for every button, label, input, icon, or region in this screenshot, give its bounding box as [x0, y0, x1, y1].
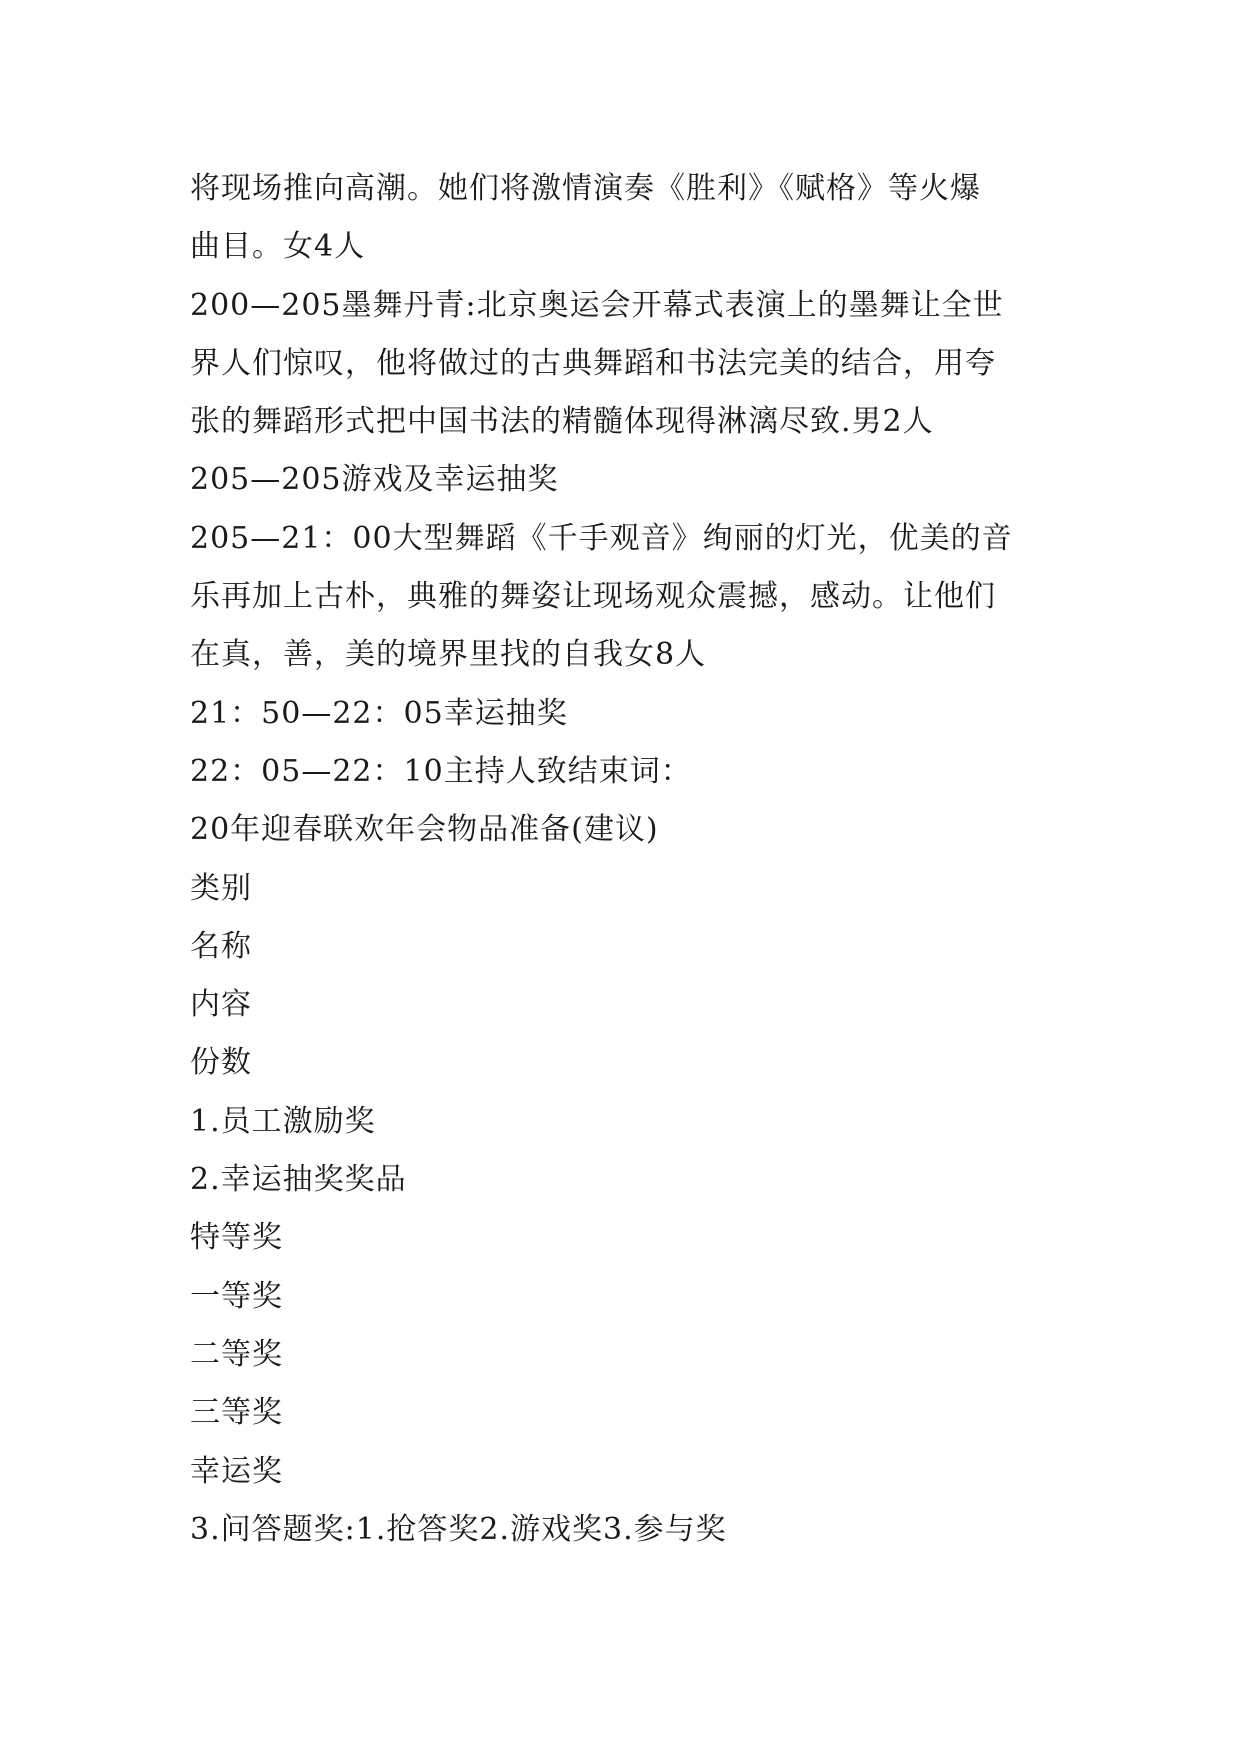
list-item: 二等奖: [190, 1336, 283, 1372]
text-line: 22：05—22：10主持人致结束词：: [190, 753, 692, 789]
text-line: 曲目。女4人: [190, 229, 366, 265]
list-item: 1.员工激励奖: [190, 1103, 376, 1139]
list-item: 一等奖: [190, 1278, 283, 1314]
section-heading: 20年迎春联欢年会物品准备(建议): [190, 812, 659, 848]
table-header-content: 内容: [190, 987, 252, 1023]
text-line: 21：50—22：05幸运抽奖: [190, 695, 568, 731]
text-line: 205—205游戏及幸运抽奖: [190, 462, 559, 498]
table-header-count: 份数: [190, 1045, 252, 1081]
list-item: 特等奖: [190, 1220, 283, 1256]
text-line: 张的舞蹈形式把中国书法的精髓体现得淋漓尽致.男2人: [190, 404, 934, 440]
list-item: 幸运奖: [190, 1453, 283, 1489]
list-item: 3.问答题奖:1.抢答奖2.游戏奖3.参与奖: [190, 1511, 727, 1547]
text-line: 界人们惊叹，他将做过的古典舞蹈和书法完美的结合，用夸: [190, 345, 996, 381]
text-line: 在真，善，美的境界里找的自我女8人: [190, 637, 707, 673]
table-header-name: 名称: [190, 928, 252, 964]
list-item: 三等奖: [190, 1395, 283, 1431]
text-line: 将现场推向高潮。她们将激情演奏《胜利》《赋格》等火爆: [190, 171, 981, 206]
text-line: 200—205墨舞丹青:北京奥运会开幕式表演上的墨舞让全世: [190, 287, 1004, 323]
list-item: 2.幸运抽奖奖品: [190, 1162, 407, 1198]
text-line: 205—21：00大型舞蹈《千手观音》绚丽的灯光，优美的音: [190, 520, 1013, 556]
document-body: [190, 160, 1060, 1559]
text-line: 乐再加上古朴，典雅的舞姿让现场观众震撼，感动。让他们: [190, 579, 996, 615]
table-header-category: 类别: [190, 870, 252, 906]
